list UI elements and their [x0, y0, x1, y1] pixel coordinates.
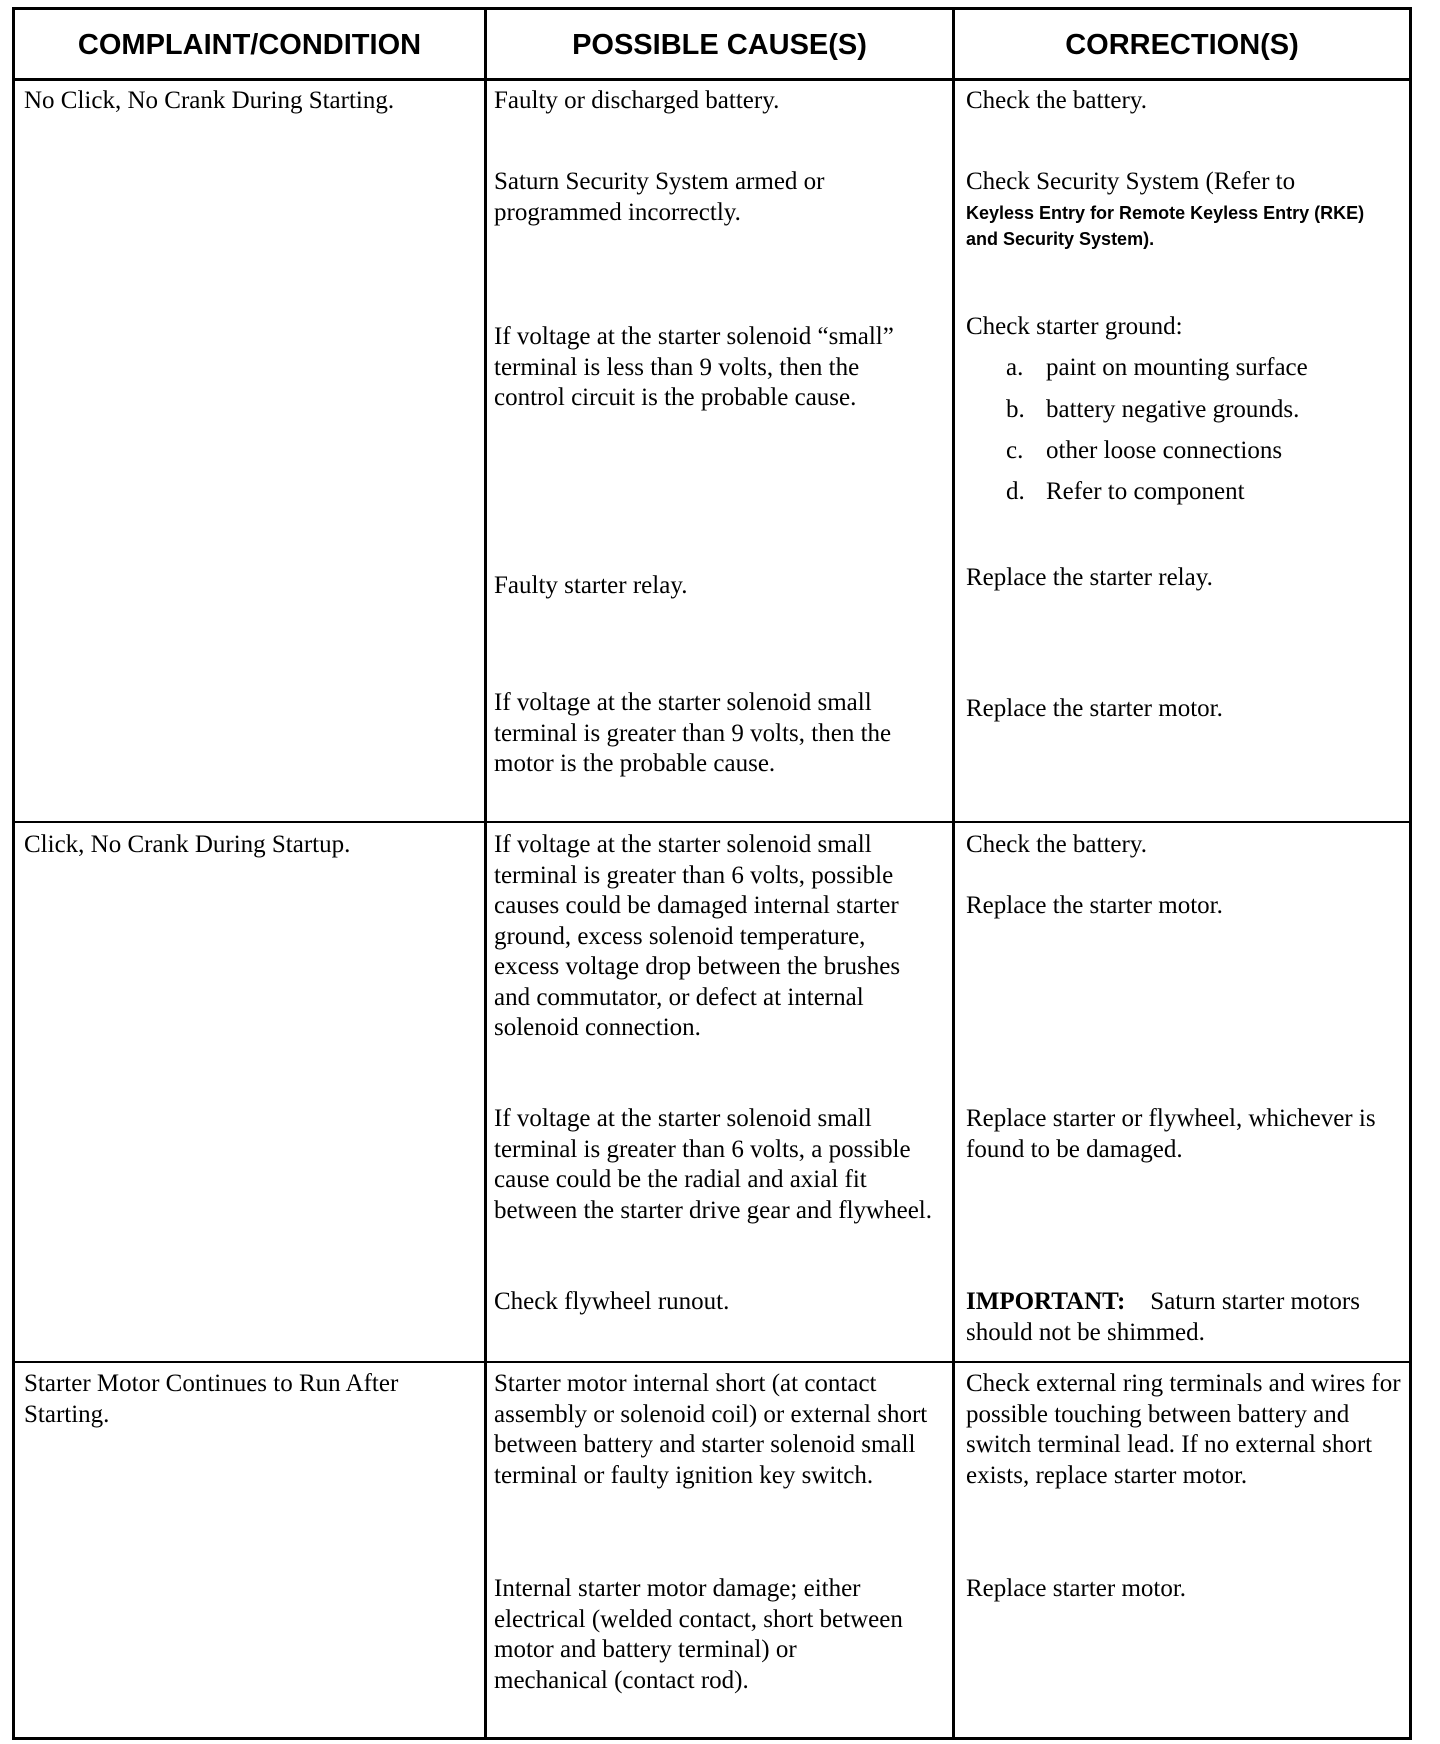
condition-cell: Starter Motor Continues to Run After Starting. — [24, 1370, 399, 1428]
correction-text: Replace the starter motor. — [966, 695, 1223, 722]
important-label: IMPORTANT: — [966, 1288, 1126, 1315]
list-marker: b. — [1006, 396, 1025, 423]
cause-text: If voltage at the starter solenoid small terminal is greater than 9 volts, then the motor is the probable cause. — [494, 689, 892, 777]
list-text: other loose connections — [1046, 437, 1283, 464]
list-text: paint on mounting surface — [1046, 354, 1308, 381]
correction-text: Replace starter or flywheel, whichever is found to be damaged. — [966, 1105, 1376, 1163]
cause-text: Check flywheel runout. — [494, 1288, 730, 1315]
cause-text: If voltage at the starter solenoid small terminal is greater than 6 volts, possible causes could be damaged internal starter ground, excess solenoid temperature, excess voltage drop between the brushes and commutator, or defect at internal solenoid connection. — [494, 831, 901, 1041]
important-text: Saturn starter motors should not be shimmed. — [966, 1288, 1360, 1346]
correction-text: Check external ring terminals and wires for possible touching between battery and switch terminal lead. If no external short exists, replace starter motor. — [966, 1370, 1401, 1489]
cause-text: Saturn Security System armed or programmed incorrectly. — [494, 168, 825, 226]
cause-text: Starter motor internal short (at contact assembly or solenoid coil) or external short between battery and starter solenoid small terminal or faulty ignition key switch. — [494, 1370, 928, 1489]
condition-cell: No Click, No Crank During Starting. — [24, 87, 395, 114]
list-text: battery negative grounds. — [1046, 396, 1300, 423]
list-marker: d. — [1006, 478, 1025, 505]
important-note — [966, 1287, 1366, 1348]
correction-text: Replace the starter motor. — [966, 892, 1223, 919]
column-divider-1 — [484, 7, 487, 1740]
correction-text: Check the battery. — [966, 831, 1147, 858]
list-item — [1006, 478, 1245, 506]
correction-text: Replace starter motor. — [966, 1575, 1187, 1602]
correction-text: Replace the starter relay. — [966, 564, 1213, 591]
list-item — [1006, 354, 1308, 382]
correction-reference: Keyless Entry for Remote Keyless Entry (RKE) and Security System). — [966, 203, 1365, 249]
cause-text: If voltage at the starter solenoid “small” terminal is less than 9 volts, then the control circuit is the probable cause. — [494, 323, 894, 411]
list-marker: a. — [1006, 354, 1024, 381]
table-border-right — [1409, 7, 1412, 1740]
cause-text: Internal starter motor damage; either electrical (welded contact, short between motor and battery terminal) or mechanical (contact rod). — [494, 1575, 903, 1694]
cause-text: Faulty starter relay. — [494, 572, 688, 599]
condition-cell: Click, No Crank During Startup. — [24, 831, 351, 858]
table-border-bottom — [12, 1737, 1412, 1740]
list-item — [1006, 437, 1282, 465]
list-item — [1006, 396, 1299, 424]
header-correction: CORRECTION(S) — [1065, 28, 1299, 61]
list-marker: c. — [1006, 437, 1024, 464]
header-cause: POSSIBLE CAUSE(S) — [572, 28, 867, 61]
row-divider-2 — [12, 1361, 1412, 1363]
table-border-left — [12, 7, 15, 1740]
column-divider-2 — [952, 7, 955, 1740]
correction-text: Check Security System (Refer to — [966, 168, 1296, 195]
row-divider-1 — [12, 821, 1412, 823]
header-complaint: COMPLAINT/CONDITION — [77, 28, 422, 61]
correction-text: Check starter ground: — [966, 313, 1183, 340]
cause-text: If voltage at the starter solenoid small terminal is greater than 6 volts, a possible cause could be the radial and axial fit between the starter drive gear and flywheel. — [494, 1105, 932, 1224]
correction-text: Check the battery. — [966, 87, 1147, 114]
cause-text: Faulty or discharged battery. — [494, 87, 780, 114]
list-text: Refer to component — [1046, 478, 1245, 505]
